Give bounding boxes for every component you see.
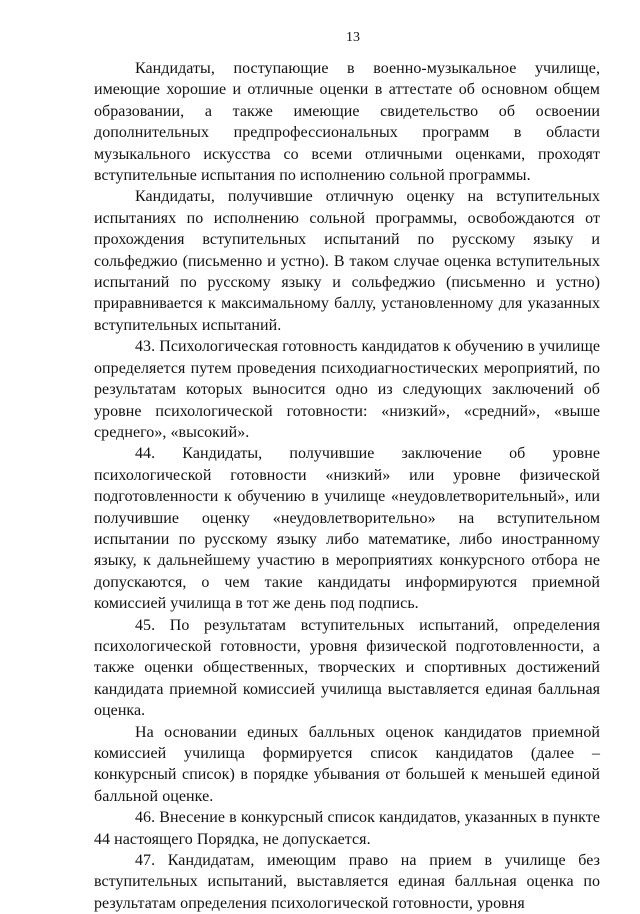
- paragraph-candidates-military-music: Кандидаты, поступающие в военно-музыкальное училище, имеющие хорошие и отличные оценки в аттестате об основном общем образовании, а также имеющие свидетельство об освоении дополнительных предпрофессиональных программ в области музыкального искусства со всеми отличными оценками, проходят вступительные испытания по исполнению сольной программы.: [94, 60, 600, 185]
- paragraph-item-46: 46. Внесение в конкурсный список кандидатов, указанных в пункте 44 настоящего Порядка, не допускается.: [94, 809, 600, 848]
- paragraph-item-45: 45. По результатам вступительных испытаний, определения психологической готовности, уровня физической подготовленности, а также оценки общественных, творческих и спортивных достижений кандидата приемной комиссией училища выставляется единая балльная оценка.: [94, 616, 600, 720]
- paragraph-competitive-list: На основании единых балльных оценок кандидатов приемной комиссией училища формируется список кандидатов (далее – конкурсный список) в порядке убывания от большей к меньшей единой балльной оценке.: [94, 723, 600, 805]
- document-body: [94, 58, 600, 914]
- paragraph-item-44: 44. Кандидаты, получившие заключение об уровне психологической готовности «низкий» или уровне физической подготовленности к обучению в училище «неудовлетворительный», или получившие оценку «неудовлетворительно» на вступительном испытании по русскому языку либо математике, либо иностранному языку, к дальнейшему участию в мероприятиях конкурсного отбора не допускаются, о чем такие кандидаты информируются приемной комиссией училища в тот же день под подпись.: [94, 445, 600, 613]
- paragraph-item-43: 43. Психологическая готовность кандидатов к обучению в училище определяется путем проведения психодиагностических мероприятий, по результатам которых выносится одно из следующих заключений об уровне психологической готовности: «низкий», «средний», «выше среднего», «высокий».: [94, 338, 600, 441]
- paragraph-excellent-solo-exemption: Кандидаты, получившие отличную оценку на вступительных испытаниях по исполнению сольной программы, освобождаются от прохождения вступительных испытаний по русскому языку и сольфеджио (письменно и устно). В таком случае оценка вступительных испытаний по русскому языку и сольфеджио (письменно и устно) приравнивается к максимальному баллу, установленному для указанных вступительных испытаний.: [94, 188, 600, 334]
- paragraph-item-47: 47. Кандидатам, имеющим право на прием в училище без вступительных испытаний, выставляется единая балльная оценка по результатам определения психологической готовности, уровня: [94, 852, 600, 912]
- page-number: 13: [346, 30, 360, 45]
